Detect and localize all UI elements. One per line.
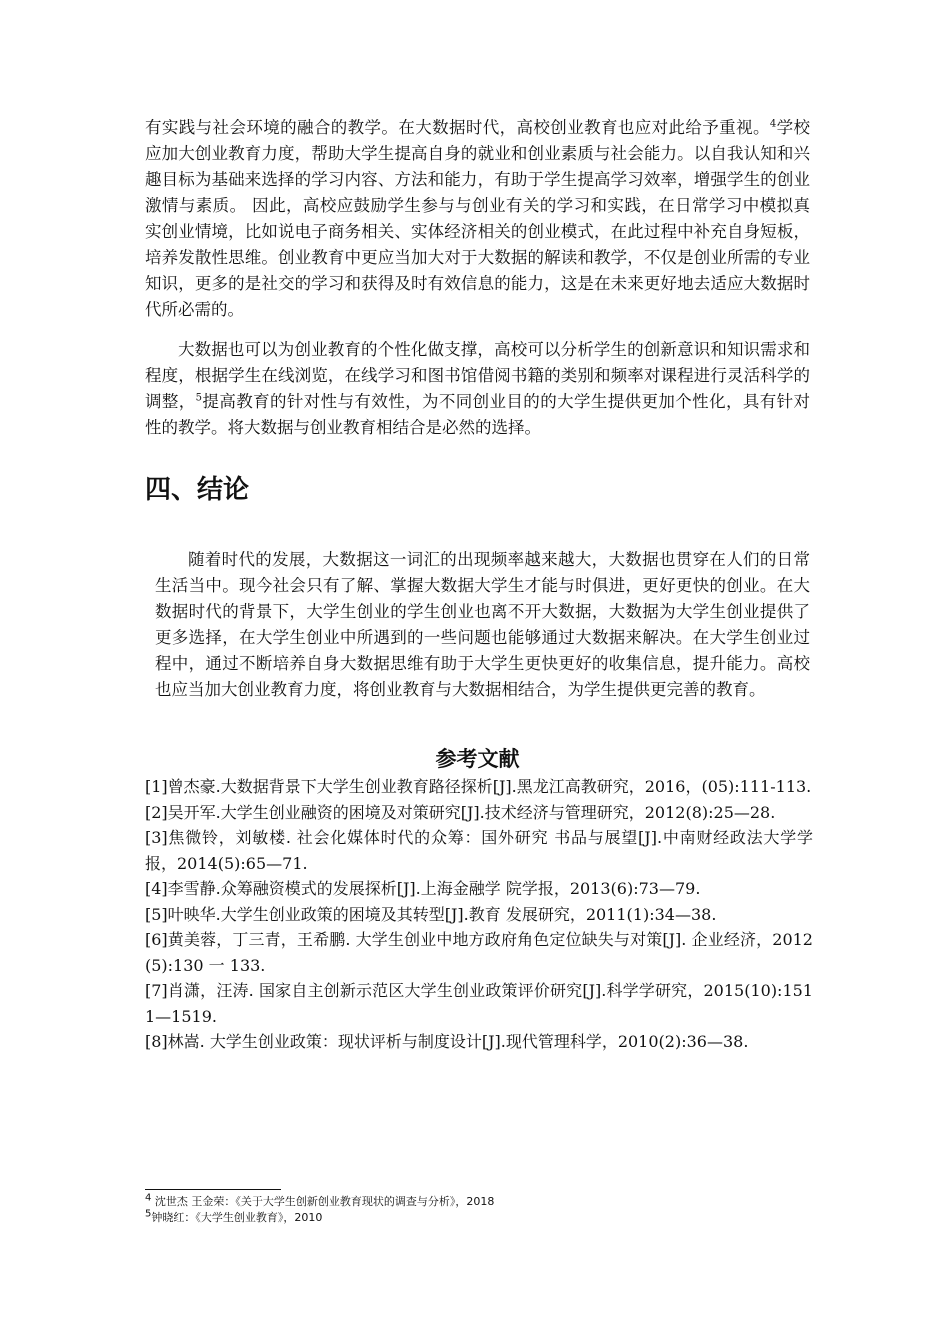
conclusion-paragraph: 随着时代的发展，大数据这一词汇的出现频率越来越大，大数据也贯穿在人们的日常生活当中。现今社会只有了解、掌握大数据大学生才能与时俱进，更好更快的创业。在大数据时代的背景下，大学生创业的学生创业也离不开大数据，大数据为大学生创业提供了更多选择，在大学生创业中所遇到的一些问题也能够通过大数据来解决。在大学生创业过程中，通过不断培养自身大数据思维有助于大学生更快更好的收集信息，提升能力。高校也应当加大创业教育力度，将创业教育与大数据相结合，为学生提供更完善的教育。 bbox=[155, 550, 810, 699]
footnote-separator bbox=[145, 1189, 281, 1190]
body-paragraph-2 bbox=[145, 337, 810, 441]
footnote-4 bbox=[145, 1194, 810, 1210]
footnote-mark: 4 bbox=[145, 1192, 152, 1204]
reference-item: [1]曾杰豪.大数据背景下大学生创业教育路径探析[J].黑龙江高教研究，2016，(05):111-113. bbox=[145, 777, 812, 796]
body-paragraph-1 bbox=[145, 115, 810, 323]
reference-item: [2]吴开军.大学生创业融资的困境及对策研究[J].技术经济与管理研究，2012(8):25—28. bbox=[145, 802, 776, 822]
reference-item: [7]肖潇，汪涛. 国家自主创新示范区大学生创业政策评价研究[J].科学学研究，2015(10):1511—1519. bbox=[145, 981, 813, 1026]
reference-item: [8]林嵩. 大学生创业政策：现状评析与制度设计[J].现代管理科学，2010(2):36—38. bbox=[145, 1032, 749, 1051]
references-list bbox=[145, 774, 813, 1055]
references-title: 参考文献 bbox=[435, 747, 520, 771]
reference-item: [4]李雪静.众筹融资模式的发展探析[J].上海金融学 院学报，2013(6):73—79. bbox=[145, 879, 701, 898]
footnote-5 bbox=[145, 1210, 810, 1226]
section-heading-conclusion: 四、结论 bbox=[145, 475, 250, 505]
footnote-ref-5[interactable]: 5 bbox=[195, 392, 203, 404]
reference-item: [3]焦微铃，刘敏楼. 社会化媒体时代的众筹：国外研究 书品与展望[J].中南财经政法大学学报，2014(5):65—71. bbox=[145, 828, 813, 873]
reference-item: [6]黄美蓉，丁三青，王希鹏. 大学生创业中地方政府角色定位缺失与对策[J]. 企业经济，2012(5):130 一 133. bbox=[145, 930, 813, 975]
footnote-mark: 5 bbox=[145, 1208, 152, 1220]
reference-item: [5]叶映华.大学生创业政策的困境及其转型[J].教育 发展研究，2011(1):34—38. bbox=[145, 904, 717, 924]
footnote-text: 沈世杰 王金荣：《关于大学生创新创业教育现状的调查与分析》，2018 bbox=[151, 1195, 495, 1208]
paragraph-text: 提高教育的针对性与有效性，为不同创业目的的大学生提供更加个性化，具有针对性的教学。将大数据与创业教育相结合是必然的选择。 bbox=[145, 392, 811, 437]
paragraph-text: 有实践与社会环境的融合的教学。在大数据时代，高校创业教育也应对此给予重视。 bbox=[145, 118, 770, 137]
paragraph-text: 大数据也可以为创业教育的个性化做支撑，高校可以分析学生的创新意识和知识需求和程度，根据学生在线浏览，在线学习和图书馆借阅书籍的类别和频率对课程进行灵活科学的调整， bbox=[145, 340, 810, 411]
footnote-text: 钟晓红：《大学生创业教育》，2010 bbox=[151, 1211, 323, 1224]
paragraph-text: 学校应加大创业教育力度，帮助大学生提高自身的就业和创业素质与社会能力。以自我认知和兴趣目标为基础来选择的学习内容、方法和能力，有助于学生提高学习效率，增强学生的创业激情与素质。 因此，高校应鼓励学生参与与创业有关的学习和实践，在日常学习中模拟真实创业情境，比如说电子商务相关、实体经济相关的创业模式，在此过程中补充自身短板，培养发散性思维。创业教育中更应当加大对于大数据的解读和教学，不仅是创业所需的专业知识，更多的是社交的学习和获得及时有效信息的能力，这是在未来更好地去适应大数据时代所必需的。 bbox=[145, 118, 811, 319]
footnotes bbox=[145, 1194, 810, 1226]
footnote-ref-4[interactable]: 4 bbox=[769, 118, 777, 130]
